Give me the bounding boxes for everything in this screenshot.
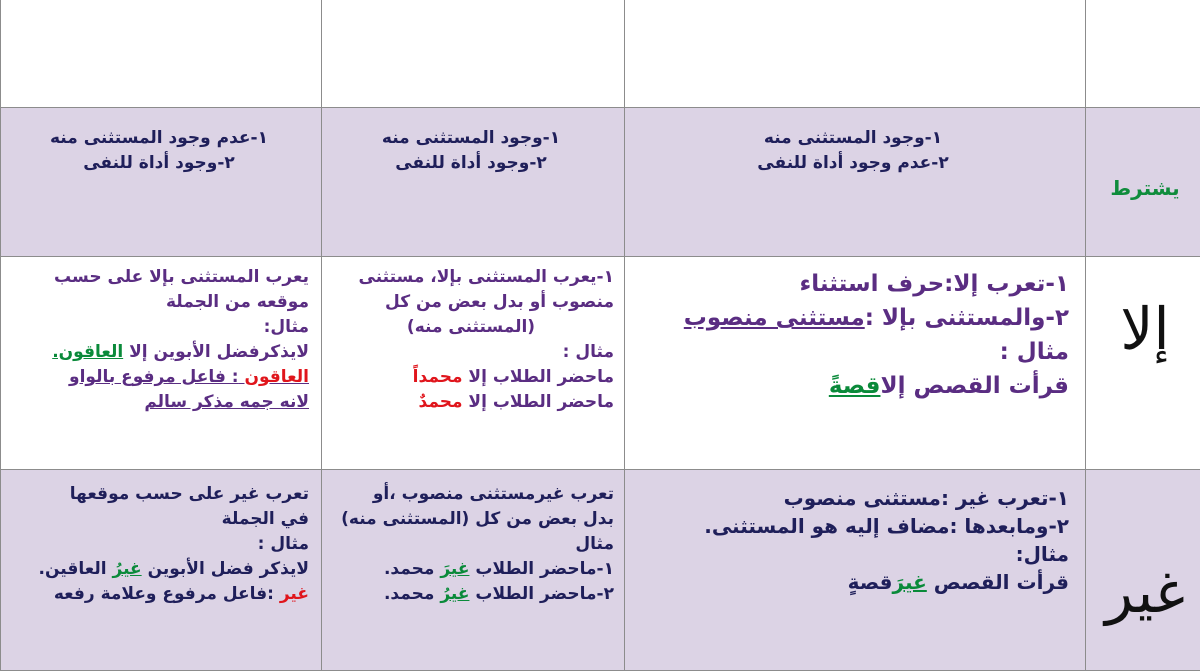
illa-mufarragh-line-5: العاقون : فاعل مرفوع بالواو [7,365,309,390]
ghayr-mufarragh-line-3: مثال : [7,532,309,557]
illa-manfi-line-2: منصوب أو بدل بعض من كل [328,290,614,315]
illa-manfi-line-4: مثال : [328,340,614,365]
ghayr-tam-line-3: مثال: [631,540,1069,568]
ghayr-manfi-line-3: مثال [328,532,614,557]
ghayr-row [1,470,1200,671]
ghayr-manfi-cell [322,470,625,671]
illa-tam-highlight: قصةً [829,373,881,399]
ghayr-tam-cell [625,470,1086,671]
illa-tam-line-4: قرأت القصص إلاقصةً [631,369,1069,403]
illa-manfi-line-1: ١-يعرب المستثنى بإلا، مستثنى [328,265,614,290]
illa-mufarragh-cell [1,257,322,470]
condition-label: يشترط [1086,108,1200,200]
condition-mufarragh-cell [1,108,322,257]
ghayr-manfi-line-2: بدل بعض من كل (المستثنى منه) [328,507,614,532]
ghayr-manfi-line-5: ٢-ماحضر الطلاب غيرُ محمد. [328,582,614,607]
header-row [1,0,1200,108]
ghayr-mufarragh-line-1: تعرب غير على حسب موقعها [7,482,309,507]
illa-tam-cell [625,257,1086,470]
illa-manfi-line-6: ماحضر الطلاب إلا محمدٌ [328,390,614,415]
ghayr-tam-line-4: قرأت القصص غيرَقصةٍ [631,568,1069,596]
ghayr-manfi-line-1: تعرب غيرمستثنى منصوب ،أو [328,482,614,507]
illa-label: إلا [1086,257,1200,363]
illa-manfi-line-3: (المستثنى منه) [328,315,614,340]
ghayr-tam-line-1: ١-تعرب غير :مستثنى منصوب [631,484,1069,512]
ghayr-mufarragh-line-4: لايذكر فضل الأبوين غيرُ العاقين. [7,557,309,582]
condition-tam-line-2: ٢-عدم وجود أداة للنفى [635,151,1071,176]
illa-manfi-cell [322,257,625,470]
ghayr-tam-line-2: ٢-ومابعدها :مضاف إليه هو المستثنى. [631,512,1069,540]
illa-mufarragh-line-2: موقعه من الجملة [7,290,309,315]
condition-mufarragh-line-1: ١-عدم وجود المستثنى منه [11,126,307,151]
condition-manfi-cell [322,108,625,257]
condition-manfi-line-1: ١-وجود المستثنى منه [332,126,610,151]
illa-tam-line-1: ١-تعرب إلا:حرف استثناء [631,267,1069,301]
illa-label-cell [1086,257,1200,470]
illa-mufarragh-line-1: يعرب المستثنى بإلا على حسب [7,265,309,290]
condition-tam-line-1: ١-وجود المستثنى منه [635,126,1071,151]
ghayr-manfi-line-4: ١-ماحضر الطلاب غيرَ محمد. [328,557,614,582]
illa-tam-line-3: مثال : [631,335,1069,369]
condition-row [1,108,1200,257]
ghayr-mufarragh-cell [1,470,322,671]
condition-tam-cell [625,108,1086,257]
ghayr-mufarragh-line-5: غير :فاعل مرفوع وعلامة رفعه [7,582,309,607]
condition-mufarragh-line-2: ٢-وجود أداة للنفى [11,151,307,176]
illa-mufarragh-highlight: العاقون. [52,342,123,362]
condition-manfi-line-2: ٢-وجود أداة للنفى [332,151,610,176]
illa-mufarragh-line-6: لانه جمه مذكر سالم [7,390,309,415]
illa-row [1,257,1200,470]
illa-mufarragh-line-4: لايذكرفضل الأبوين إلا العاقون. [7,340,309,365]
illa-tam-line-2: ٢-والمستثنى بإلا :مستثنى منصوب [631,301,1069,335]
illa-manfi-line-5: ماحضر الطلاب إلا محمداً [328,365,614,390]
illa-mufarragh-line-3: مثال: [7,315,309,340]
condition-label-cell [1086,108,1200,257]
ghayr-label-cell [1086,470,1200,671]
ghayr-label: غير [1086,470,1200,626]
ghayr-mufarragh-line-2: في الجملة [7,507,309,532]
